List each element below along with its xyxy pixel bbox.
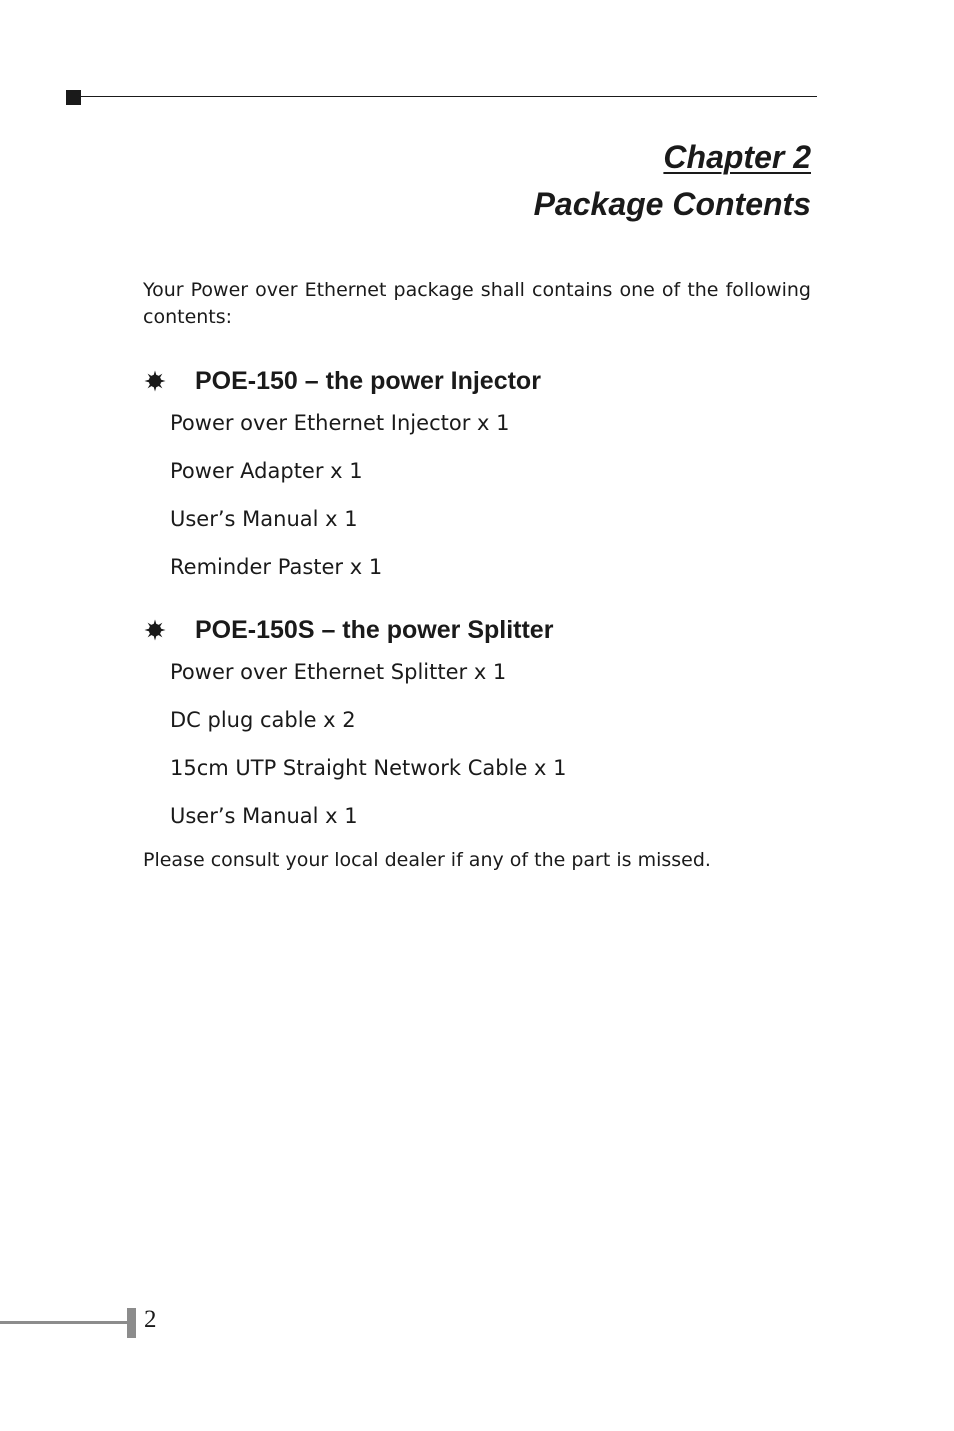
footer-line [0, 1321, 127, 1324]
chapter-number: Chapter 2 [663, 139, 811, 175]
chapter-heading [534, 134, 811, 228]
list-item: Power over Ethernet Injector x 1 [170, 411, 510, 435]
section-poe-150s [143, 612, 811, 840]
contents-list [143, 399, 811, 591]
list-item: Power over Ethernet Splitter x 1 [170, 660, 507, 684]
list-item: Reminder Paster x 1 [170, 555, 383, 579]
section-title-row [143, 612, 811, 648]
starburst-bullet-icon [144, 619, 166, 641]
section-title: POE-150S – the power Splitter [195, 615, 554, 644]
section-poe-150 [143, 363, 811, 591]
header-rule [66, 90, 817, 104]
contents-list [143, 648, 811, 840]
page-footer [0, 1305, 200, 1339]
header-line [81, 96, 817, 97]
footer-bar-marker [127, 1308, 136, 1338]
chapter-title: Package Contents [533, 186, 811, 222]
list-item: User’s Manual x 1 [170, 507, 358, 531]
header-square-marker [66, 90, 81, 105]
list-item: DC plug cable x 2 [170, 708, 356, 732]
list-item: Power Adapter x 1 [170, 459, 363, 483]
starburst-bullet-icon [144, 370, 166, 392]
footnote: Please consult your local dealer if any of the part is missed. [143, 849, 711, 871]
section-title: POE-150 – the power Injector [195, 366, 541, 395]
list-item: 15cm UTP Straight Network Cable x 1 [170, 756, 567, 780]
list-item: User’s Manual x 1 [170, 804, 358, 828]
intro-paragraph: Your Power over Ethernet package shall contains one of the following contents: [143, 279, 811, 328]
section-title-row [143, 363, 811, 399]
page-number: 2 [144, 1306, 157, 1333]
